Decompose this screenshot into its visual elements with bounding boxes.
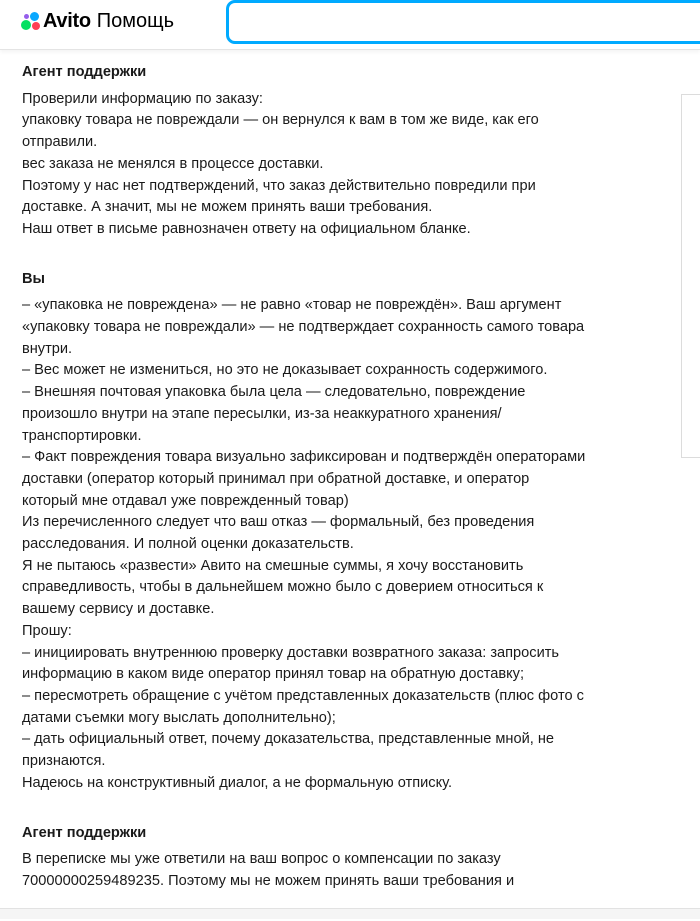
- avito-help-logo[interactable]: [21, 8, 174, 34]
- search-input[interactable]: [226, 0, 700, 44]
- message-author: Вы: [22, 270, 46, 287]
- message-line: внутри.: [22, 340, 73, 357]
- message-line: вес заказа не менялся в процессе доставки.: [22, 155, 324, 172]
- message-line: – дать официальный ответ, почему доказательства, представленные мной, не: [22, 731, 555, 748]
- message-author: Агент поддержки: [22, 64, 147, 80]
- message-line: отправили.: [22, 134, 98, 151]
- message-body: [22, 295, 602, 794]
- message-line: вашему сервису и доставке.: [22, 601, 215, 618]
- avito-logo-icon: [21, 11, 41, 31]
- message-line: упаковку товара не повреждали — он вернулся к вам в том же виде, как его: [22, 112, 539, 129]
- message-line: расследования. И полной оценки доказательств.: [22, 536, 354, 553]
- logo-brand-text: Avito: [43, 9, 91, 32]
- message-line: произошло внутри на этапе пересылки, из-за неаккуратного хранения/: [22, 405, 502, 422]
- message-line: датами съемки могу выслать дополнительно);: [22, 709, 336, 726]
- logo-dot-purple: [24, 14, 29, 19]
- message-line: Из перечисленного следует что ваш отказ — формальный, без проведения: [22, 514, 535, 531]
- message-line: Поэтому у нас нет подтверждений, что заказ действительно повредили при: [22, 177, 536, 194]
- logo-section-text: Помощь: [96, 9, 175, 32]
- message-line: транспортировки.: [22, 427, 142, 444]
- bottom-bar: [0, 908, 700, 919]
- message-line: Надеюсь на конструктивный диалог, а не формальную отписку.: [22, 774, 453, 791]
- message-line: Наш ответ в письме равнозначен ответу на официальном бланке.: [22, 220, 471, 237]
- side-panel: [681, 94, 700, 458]
- message-line: Прошу:: [22, 622, 72, 639]
- message-author: Агент поддержки: [22, 824, 147, 841]
- message-support-2: [22, 823, 602, 893]
- message-line: информацию в каком виде оператор принял товар на обратную доставку;: [22, 666, 525, 683]
- message-line: доставке. А значит, мы не можем принять ваши требования.: [22, 199, 433, 216]
- message-body: [22, 849, 602, 892]
- logo-dot-red: [32, 22, 40, 30]
- message-line: В переписке мы уже ответили на ваш вопрос о компенсации по заказу: [22, 851, 501, 868]
- message-line: справедливость, чтобы в дальнейшем можно было с доверием относиться к: [22, 579, 544, 596]
- message-line: «упаковку товара не повреждали» — не подтверждает сохранность самого товара: [22, 319, 585, 336]
- message-line: Я не пытаюсь «развести» Авито на смешные суммы, я хочу восстановить: [22, 557, 524, 574]
- top-bar: [0, 0, 700, 50]
- message-line: 70000000259489235. Поэтому мы не можем принять ваши требования и: [22, 872, 515, 889]
- message-line: – Факт повреждения товара визуально зафиксирован и подтверждён операторами: [22, 449, 586, 466]
- message-line: Проверили информацию по заказу:: [22, 90, 263, 107]
- message-line: – пересмотреть обращение с учётом представленных доказательств (плюс фото с: [22, 687, 584, 704]
- message-line: – инициировать внутреннюю проверку доставки возвратного заказа: запросить: [22, 644, 560, 661]
- logo-dot-green: [21, 20, 31, 30]
- message-line: – Вес может не измениться, но это не доказывает сохранность содержимого.: [22, 362, 548, 379]
- message-user: [22, 269, 602, 795]
- message-body: [22, 89, 602, 241]
- message-line: который мне отдавал уже поврежденный товар): [22, 492, 349, 509]
- message-line: – «упаковка не повреждена» — не равно «товар не повреждён». Ваш аргумент: [22, 297, 562, 314]
- message-line: – Внешняя почтовая упаковка была цела — следовательно, повреждение: [22, 384, 526, 401]
- conversation: [22, 62, 602, 921]
- logo-dot-blue: [30, 12, 39, 21]
- message-support-1: [22, 62, 602, 241]
- message-line: доставки (оператор который принимал при обратной доставке, и оператор: [22, 470, 530, 487]
- message-line: признаются.: [22, 753, 106, 770]
